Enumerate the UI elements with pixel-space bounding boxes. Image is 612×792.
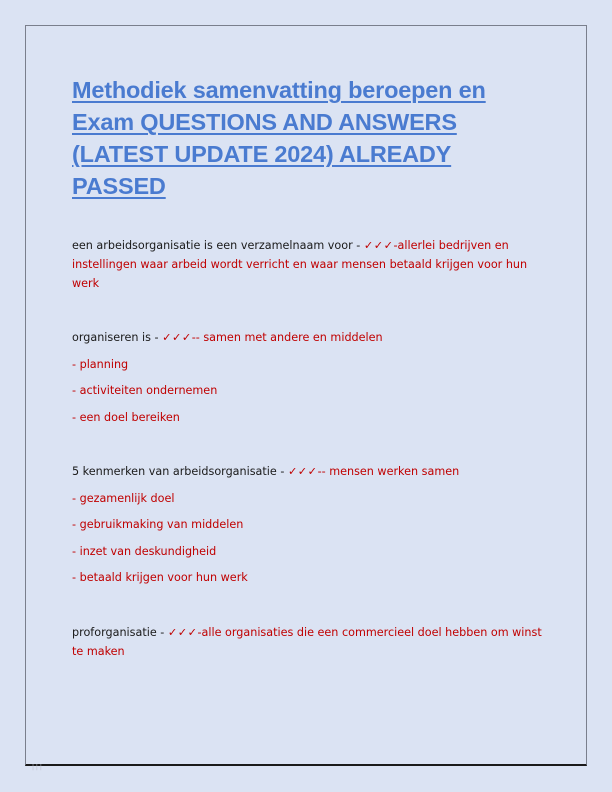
checkmark-icon: ✓✓✓ xyxy=(162,331,192,344)
question-text: 5 kenmerken van arbeidsorganisatie - xyxy=(72,465,288,478)
qa-item xyxy=(72,623,542,661)
answer-line: - activiteiten ondernemen xyxy=(72,384,218,397)
qa-paragraph xyxy=(72,462,542,481)
footer-mark: | | | xyxy=(32,764,42,771)
answer-line: - betaald krijgen voor hun werk xyxy=(72,571,248,584)
answer-text: -alle organisaties die een commercieel doel hebben om winst te maken xyxy=(72,626,542,658)
qa-item xyxy=(72,462,542,587)
checkmark-icon: ✓✓✓ xyxy=(363,239,394,252)
checkmark-icon: ✓✓✓ xyxy=(287,465,318,478)
question-text: een arbeidsorganisatie is een verzamelnaam voor - xyxy=(72,239,364,252)
answer-line: - gebruikmaking van middelen xyxy=(72,518,244,531)
answer-line: - gezamenlijk doel xyxy=(72,491,175,505)
question-text: organiseren is - xyxy=(72,331,163,344)
qa-paragraph xyxy=(72,236,542,293)
document-title: Methodiek samenvatting beroepen en Exam QUESTIONS AND ANSWERS (LATEST UPDATE 2024) ALREADY PASSED xyxy=(72,77,486,199)
answer-line: - planning xyxy=(72,357,129,371)
answer-line: - een doel bereiken xyxy=(72,410,180,424)
qa-paragraph xyxy=(72,328,542,347)
qa-item xyxy=(72,328,542,427)
answer-text: -- mensen werken samen xyxy=(317,465,460,478)
answer-text: -allerlei bedrijven en instellingen waar arbeid wordt verricht en waar mensen betaald krijgen voor hun werk xyxy=(72,239,528,290)
qa-item xyxy=(72,236,542,293)
answer-line: - inzet van deskundigheid xyxy=(72,544,217,558)
answer-text: -- samen met andere en middelen xyxy=(191,331,383,344)
question-text: proforganisatie - xyxy=(72,626,168,639)
qa-paragraph xyxy=(72,623,542,661)
checkmark-icon: ✓✓✓ xyxy=(167,626,198,639)
